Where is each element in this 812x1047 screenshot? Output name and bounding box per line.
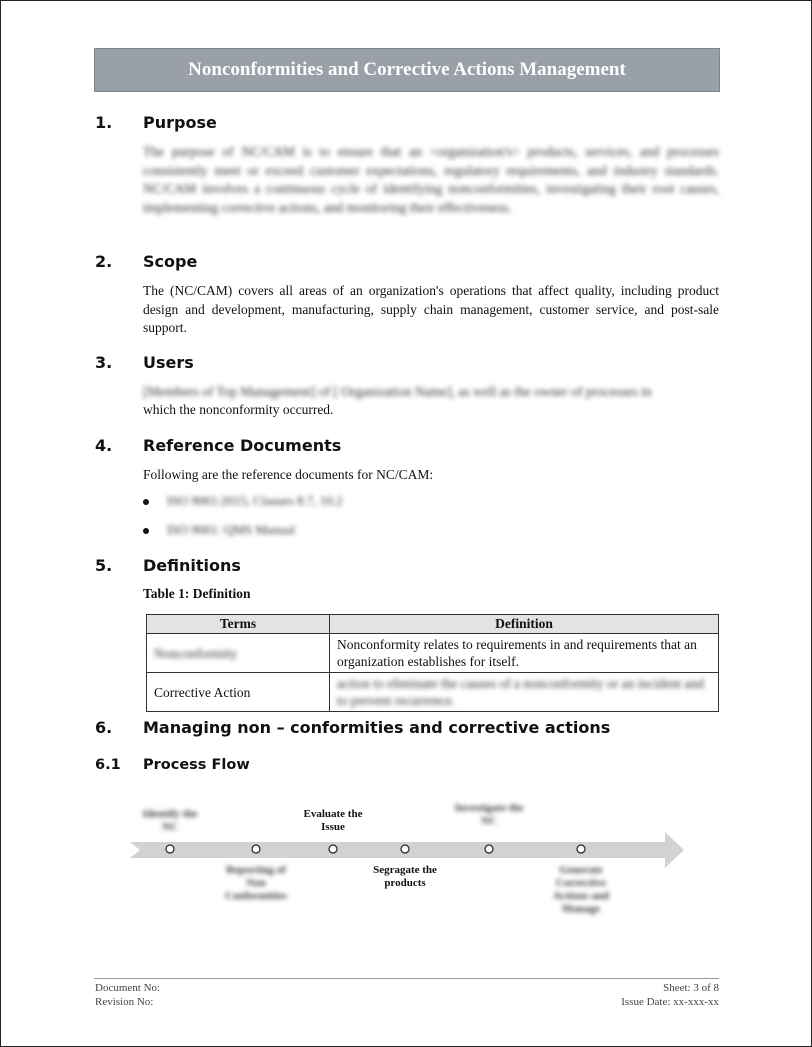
step-reporting: Reporting of Non Conformities	[225, 864, 287, 902]
step-identify-nc: Identify the NC	[142, 808, 198, 833]
definition-cell: action to eliminate the causes of a nonconformity or an incident and to prevent recurrence.	[337, 676, 705, 708]
footer-sheet: Sheet: 3 of 8	[663, 982, 719, 994]
step-generate-corrective: Generate Corrective Actions and Manage	[553, 864, 609, 915]
term-cell: Nonconformity	[154, 645, 238, 661]
definitions-table	[146, 614, 719, 712]
step-marker	[401, 845, 409, 853]
step-evaluate: Evaluate the Issue	[303, 808, 363, 833]
step-marker	[485, 845, 493, 853]
step-marker	[252, 845, 260, 853]
step-investigate: Investigate the NC	[454, 802, 524, 827]
section-number: 6.	[95, 718, 113, 737]
step-marker	[329, 845, 337, 853]
process-flow-arrow-svg	[0, 790, 812, 930]
section-title-purpose: Purpose	[143, 113, 217, 132]
process-flow-diagram	[0, 790, 812, 930]
scope-text: The (NC/CAM) covers all areas of an organization's operations that affect quality, including product design and development, manufacturing, supply chain management, customer service, and post-sale support.	[143, 283, 719, 335]
reference-bullet	[143, 493, 343, 509]
section-title-scope: Scope	[143, 252, 198, 271]
reference-item: ISO 9001: QMS Manual	[167, 522, 296, 537]
section-number: 2.	[95, 252, 113, 271]
subsection-title-process-flow: Process Flow	[143, 757, 250, 773]
footer-issue-date: Issue Date: xx-xxx-xx	[621, 996, 719, 1008]
section-number: 1.	[95, 113, 113, 132]
reference-intro: Following are the reference documents for NC/CAM:	[143, 467, 434, 482]
table-row	[147, 634, 719, 673]
purpose-text: The purpose of NC/CAM is to ensure that an <organization's> products, services, and processes consistently meet or exceed customer expectations, regulatory requirements, and industry standards. NC/CAM involves a continuous cycle of identifying nonconformities, investigating their root causes, implementing corrective actions, and monitoring their effectiveness.	[143, 144, 719, 215]
reference-item: ISO 9001:2015, Clauses 8.7, 10.2	[167, 493, 343, 508]
step-marker	[577, 845, 585, 853]
column-header-definition: Definition	[330, 615, 719, 634]
section-number: 4.	[95, 436, 113, 455]
users-text: which the nonconformity occurred.	[143, 402, 334, 417]
bullet-icon	[143, 499, 149, 505]
users-text-blurred: [Members of Top Management] of [ Organization Name], as well as the owner of processes in	[143, 384, 652, 399]
term-cell: Corrective Action	[147, 673, 330, 712]
footer-revision-no: Revision No:	[95, 996, 154, 1008]
bullet-icon	[143, 528, 149, 534]
section-number: 3.	[95, 353, 113, 372]
section-title-reference-documents: Reference Documents	[143, 436, 342, 455]
footer-document-no: Document No:	[95, 982, 161, 994]
subsection-number: 6.1	[95, 757, 121, 773]
section-title-definitions: Definitions	[143, 556, 241, 575]
step-segragate: Segragate the products	[373, 864, 437, 889]
document-title: Nonconformities and Corrective Actions Management	[94, 48, 720, 92]
column-header-terms: Terms	[147, 615, 330, 634]
step-marker	[166, 845, 174, 853]
section-title-users: Users	[143, 353, 194, 372]
reference-bullet	[143, 522, 295, 538]
footer-divider	[94, 978, 719, 979]
table-row	[147, 673, 719, 712]
definition-cell: Nonconformity relates to requirements in and requirements that an organization establishes for itself.	[330, 634, 719, 673]
section-number: 5.	[95, 556, 113, 575]
section-title-managing: Managing non – conformities and corrective actions	[143, 718, 611, 737]
table-caption: Table 1: Definition	[143, 586, 251, 601]
